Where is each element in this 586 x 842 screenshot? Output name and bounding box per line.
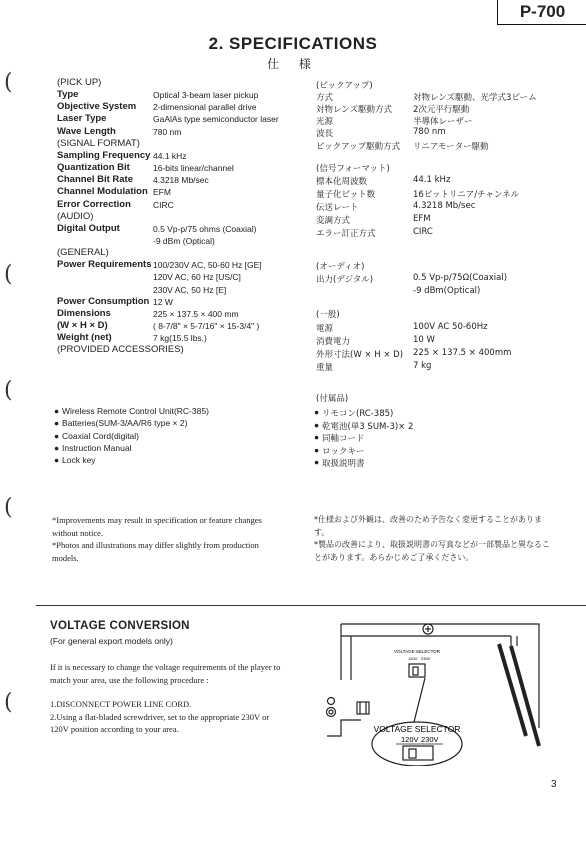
spec-label-jp: 波長	[316, 129, 334, 139]
spec-value: 230V AC, 50 Hz [E]	[153, 284, 227, 295]
accessory-item: Coaxial Cord(digital)	[62, 430, 140, 441]
voltage-selector-diagram	[321, 616, 566, 766]
accessory-item-jp: ロックキー	[322, 446, 365, 457]
spec-label: Power Requirements	[57, 259, 152, 271]
spec-label: Weight (net)	[57, 332, 112, 344]
spec-label: Quantization Bit	[57, 162, 130, 174]
spec-section-heading: (PICK UP)	[57, 77, 102, 88]
accessory-item-jp: リモコン(RC-385)	[322, 409, 394, 419]
spec-label-jp: 重量	[316, 363, 334, 373]
spec-value-jp: CIRC	[413, 227, 433, 237]
spec-label-jp: 出力(デジタル)	[316, 275, 374, 285]
spec-value: ( 8-7/8" × 5-7/16" × 15-3/4" )	[153, 321, 260, 331]
note-item: *Improvements may result in specification or feature changes without notice.	[52, 515, 262, 538]
voltage-subtitle: (For general export models only)	[50, 636, 173, 646]
spec-value-jp: EFM	[413, 214, 431, 224]
spec-value-jp: 2次元平行駆動	[413, 105, 470, 115]
spec-value-jp: 780 nm	[413, 127, 446, 137]
spec-value: EFM	[153, 187, 171, 198]
page-subtitle-jp: 仕 様	[267, 57, 319, 71]
spec-value: 4.3218 Mb/sec	[153, 175, 209, 186]
spec-section-heading-jp: (信号フォーマット)	[316, 164, 390, 174]
accessory-item: Batteries(SUM-3/AA/R6 type × 2)	[62, 418, 188, 429]
spec-value: 120V AC, 60 Hz [US/C]	[153, 272, 241, 283]
spec-section-heading-jp: (付属品)	[316, 394, 349, 404]
binding-hole-mark: (	[4, 378, 13, 403]
spec-section-heading-jp: (ピックアップ)	[316, 81, 373, 91]
spec-label-jp: 量子化ビット数	[316, 190, 376, 200]
spec-value-jp: リニアモーター駆動	[413, 142, 489, 152]
spec-value: 225 × 137.5 × 400 mm	[153, 308, 239, 319]
spec-value: 12 W	[153, 296, 173, 307]
spec-label-jp: 標本化周波数	[316, 177, 368, 187]
spec-label-jp: ピックアップ駆動方式	[316, 142, 401, 152]
spec-label: Digital Output	[57, 222, 120, 234]
spec-value-jp: 44.1 kHz	[413, 175, 451, 185]
spec-label-jp: 消費電力	[316, 337, 351, 347]
voltage-conversion-section	[36, 605, 586, 842]
accessory-bullet-jp: ●	[314, 432, 320, 442]
accessory-bullet-jp: ●	[314, 407, 320, 417]
accessory-bullet: ●	[54, 442, 60, 453]
spec-label-jp: 電源	[316, 324, 334, 334]
spec-label-jp: 変調方式	[316, 216, 351, 226]
spec-label: Type	[57, 89, 79, 101]
note-item: *仕様および外観は、改善のため予告なく変更することがあります。	[314, 515, 542, 537]
voltage-steps	[50, 698, 290, 736]
spec-value-jp: -9 dBm(Optical)	[413, 286, 481, 296]
spec-value: GaAlAs type semiconductor laser	[153, 114, 279, 125]
page-title: 2. SPECIFICATIONS	[208, 34, 378, 53]
big-selector-120: 120V	[401, 735, 419, 744]
accessory-item: Instruction Manual	[62, 442, 132, 453]
spec-label: Channel Modulation	[57, 186, 148, 198]
accessory-item-jp: 乾電池(単3 SUM-3)× 2	[322, 421, 414, 432]
spec-value-jp: 16ビットリニア/チャンネル	[413, 190, 520, 200]
spec-value-jp: 225 × 137.5 × 400mm	[413, 348, 512, 358]
spec-value-jp: 対物レンズ駆動、光学式3ビーム	[413, 93, 537, 103]
spec-value-jp: 100V AC 50-60Hz	[413, 322, 488, 332]
accessory-bullet-jp: ●	[314, 457, 320, 467]
spec-label: Laser Type	[57, 113, 107, 125]
spec-value: 780 nm	[153, 126, 182, 137]
note-item: *Photos and illustrations may differ slightly from production models.	[52, 540, 259, 563]
spec-value: 16-bits linear/channel	[153, 163, 234, 174]
spec-value-jp: 7 kg	[413, 361, 432, 371]
spec-value: 44.1 kHz	[153, 150, 187, 161]
small-selector-label: VOLTAGE SELECTOR	[393, 649, 441, 654]
spec-label-jp: 方式	[316, 93, 334, 103]
spec-value: CIRC	[153, 199, 174, 210]
spec-value-jp: 4.3218 Mb/sec	[413, 201, 476, 211]
spec-value: 0.5 Vp-p/75 ohms (Coaxial)	[153, 223, 257, 234]
spec-section-heading: (PROVIDED ACCESSORIES)	[57, 344, 184, 356]
spec-value-jp: 半導体レーザー	[413, 117, 473, 127]
binding-hole-mark: (	[4, 262, 13, 287]
spec-label-jp: エラー訂正方式	[316, 229, 376, 239]
voltage-step: 1.DISCONNECT POWER LINE CORD.	[50, 699, 192, 709]
spec-section-heading: (AUDIO)	[57, 210, 94, 222]
big-selector-230: 230V	[421, 735, 439, 744]
notes-japanese	[314, 514, 552, 564]
binding-hole-mark: (	[4, 495, 13, 520]
spec-value: 100/230V AC, 50-60 Hz [GE]	[153, 260, 262, 271]
big-selector-label: VOLTAGE SELECTOR	[373, 724, 461, 734]
spec-label: Wave Length	[57, 125, 116, 137]
accessory-bullet-jp: ●	[314, 444, 320, 455]
spec-label-jp: 伝送レート	[316, 203, 359, 213]
spec-section-heading-jp: (オーディオ)	[316, 262, 365, 272]
spec-label: Power Consumption	[57, 295, 150, 307]
spec-section-heading: (GENERAL)	[57, 247, 109, 259]
spec-label-jp: 対物レンズ駆動方式	[316, 105, 393, 115]
voltage-title: VOLTAGE CONVERSION	[50, 620, 190, 632]
spec-value: -9 dBm (Optical)	[153, 235, 215, 246]
spec-label: Error Correction	[57, 198, 131, 210]
accessory-bullet-jp: ●	[314, 419, 320, 430]
spec-section-heading: (SIGNAL FORMAT)	[57, 137, 140, 149]
spec-value-jp: 10 W	[413, 335, 435, 345]
spec-label-jp: 外形寸法(W × H × D)	[316, 350, 404, 360]
accessory-bullet: ●	[54, 406, 60, 416]
spec-label: Sampling Frequency	[57, 149, 151, 161]
notes-english	[52, 514, 287, 564]
accessory-bullet: ●	[54, 455, 60, 466]
accessory-item: Wireless Remote Control Unit(RC-385)	[62, 406, 209, 416]
page-number: 3	[551, 779, 557, 790]
spec-section-heading-jp: (一般)	[316, 310, 340, 320]
accessory-item: Lock key	[62, 455, 96, 466]
voltage-intro: If it is necessary to change the voltage requirements of the player to match your area, use the following procedure :	[50, 662, 281, 685]
spec-value: 7 kg(15.5 lbs.)	[153, 333, 207, 344]
accessory-bullet: ●	[54, 430, 60, 441]
binding-hole-mark: (	[4, 690, 13, 715]
accessory-bullet: ●	[54, 418, 60, 429]
small-selector-230: 230V	[421, 656, 431, 661]
small-selector-120: 120V	[408, 656, 418, 661]
spec-label-jp: 光源	[316, 117, 334, 127]
spec-label: Objective System	[57, 101, 137, 113]
model-number: P-700	[497, 0, 586, 25]
voltage-step: 2.Using a flat-bladed screwdriver, set to the appropriate 230V or 120V position according to your area.	[50, 711, 270, 734]
spec-label: Channel Bit Rate	[57, 174, 134, 186]
spec-value: 2-dimensional parallel drive	[153, 102, 257, 113]
accessory-item-jp: 取扱説明書	[322, 459, 365, 469]
note-item: *製品の改善により、取扱説明書の写真などが一部製品と異なることがあります。あらかじめご了承ください。	[314, 540, 550, 562]
spec-label: Dimensions	[57, 307, 111, 319]
spec-value-jp: 0.5 Vp-p/75Ω(Coaxial)	[413, 273, 508, 283]
binding-hole-mark: (	[4, 70, 13, 95]
accessory-item-jp: 同軸コード	[322, 434, 365, 444]
spec-label: (W × H × D)	[57, 320, 108, 331]
spec-value: Optical 3-beam laser pickup	[153, 90, 259, 101]
